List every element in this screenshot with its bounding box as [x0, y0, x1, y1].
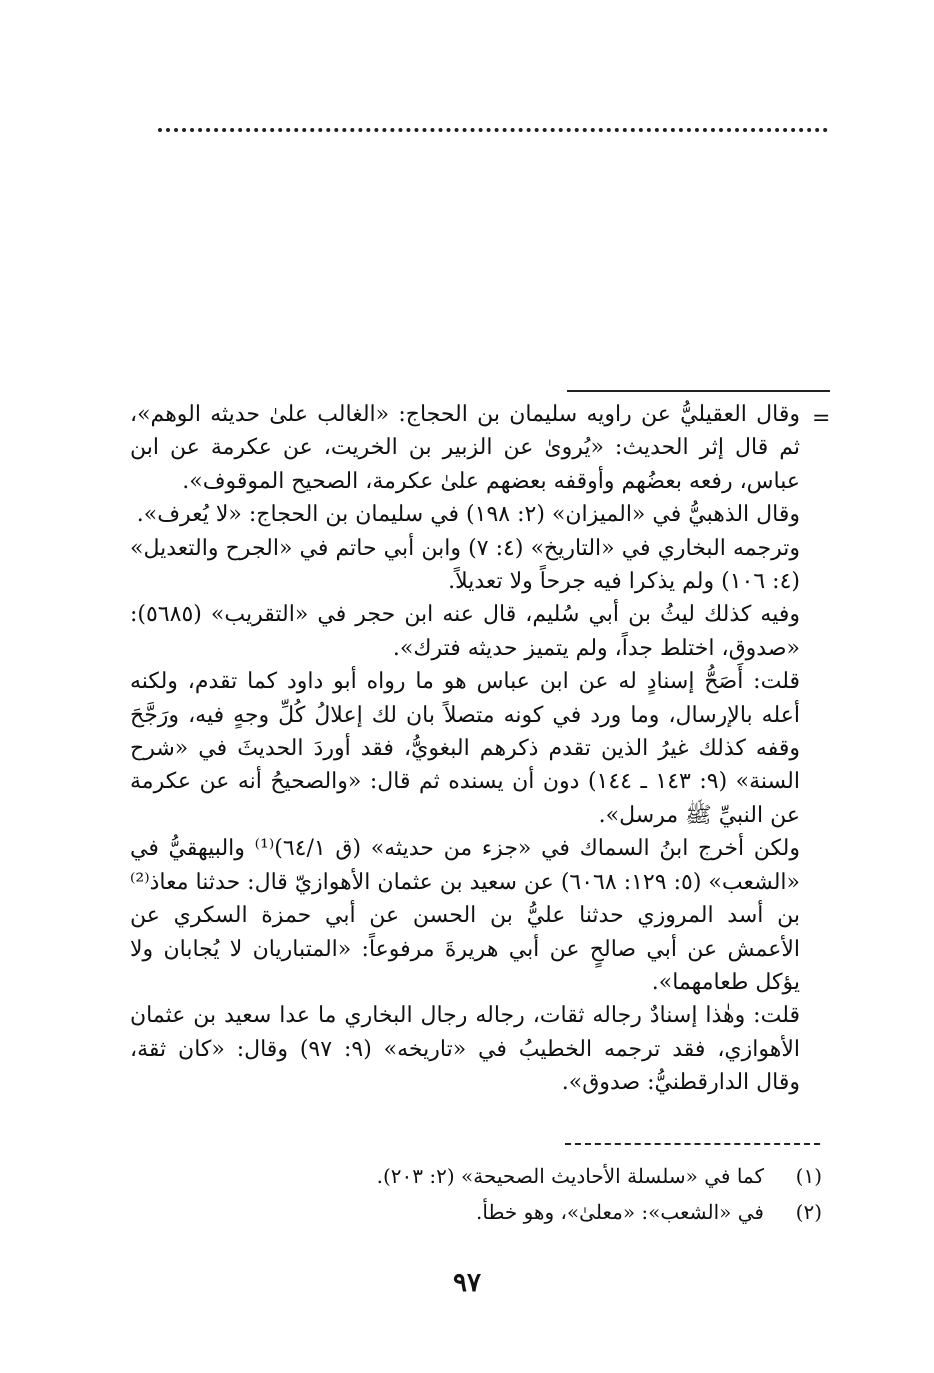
footnotes	[300, 1158, 822, 1230]
dotted-separator	[158, 128, 828, 132]
footnote-text: في «الشعب»: «معلىٰ»، وهو خطأ.	[476, 1200, 764, 1224]
footnotes-separator	[565, 1143, 820, 1145]
footnote-continuation-body	[130, 398, 800, 1100]
continuation-mark: =	[812, 406, 831, 431]
footnote-number: (٢)	[795, 1200, 822, 1224]
paragraph-6: ولكن أخرج ابنُ السماك في «جزء من حديثه» (ق ٦٤/١)⁽¹⁾ والبيهقيُّ في «الشعب» (٥: ١٢٩: ٦٠٦٨) عن سعيد بن عثمان الأهوازيّ قال: حدثنا معاذ⁽²⁾ بن أسد المروزي حدثنا عليُّ بن الحسن عن أبي حمزة السكري عن الأعمش عن أبي صالحٍ عن أبي هريرةَ مرفوعاً: «المتباريان لا يُجابان ولا يؤكل طعامهما».	[130, 836, 801, 995]
footnote-number: (١)	[795, 1164, 822, 1188]
footnote-1	[300, 1158, 822, 1194]
paragraph-3: وترجمه البخاري في «التاريخ» (٤: ٧) وابن أبي حاتم في «الجرح والتعديل» (٤: ١٠٦) ولم يذكرا فيه جرحاً ولا تعديلاً.	[130, 535, 800, 595]
paragraph-2: وقال الذهبيُّ في «الميزان» (٢: ١٩٨) في سليمان بن الحجاج: «لا يُعرف».	[136, 502, 800, 528]
paragraph-7: قلت: وهٰذا إسنادٌ رجاله ثقات، رجاله رجال البخاري ما عدا سعيد بن عثمان الأهوازي، فقد ترجمه الخطيبُ في «تاريخه» (٩: ٩٧) وقال: «كان ثقة، وقال الدارقطنيُّ: صدوق».	[130, 1003, 800, 1096]
paragraph-5: قلت: أَصَحُّ إسنادٍ له عن ابن عباس هو ما رواه أبو داود كما تقدم، ولكنه أعله بالإرسال، وما ورد في كونه متصلاً بان لك إعلالُ كُلِّ وجهٍ فيه، ورَجَّحَ وقفه كذلك غيرُ الذين تقدم ذكرهم البغويُّ، فقد أوردَ الحديثَ في «شرح السنة» (٩: ١٤٣ ـ ١٤٤) دون أن يسنده ثم قال: «والصحيحُ أنه عن عكرمة عن النبيِّ ﷺ مرسل».	[130, 669, 800, 828]
paragraph-4: وفيه كذلك ليثُ بن أبي سُليم، قال عنه ابن حجر في «التقريب» (٥٦٨٥): «صدوق، اختلط جداً، ولم يتميز حديثه فترك».	[130, 602, 800, 661]
paragraph-1: وقال العقيليُّ عن راويه سليمان بن الحجاج: «الغالب علىٰ حديثه الوهم»، ثم قال إثر الحديث: «يُروىٰ عن الزبير بن الخريت، عن عكرمة عن ابن عباس، رفعه بعضُهم وأوقفه بعضهم علىٰ عكرمة، الصحيح الموقوف».	[130, 402, 800, 494]
page-number: ٩٧	[453, 1268, 481, 1298]
footnote-continuation-rule	[567, 390, 830, 392]
footnote-2	[300, 1194, 822, 1230]
footnote-text: كما في «سلسلة الأحاديث الصحيحة» (٢: ٢٠٣).	[376, 1164, 764, 1188]
